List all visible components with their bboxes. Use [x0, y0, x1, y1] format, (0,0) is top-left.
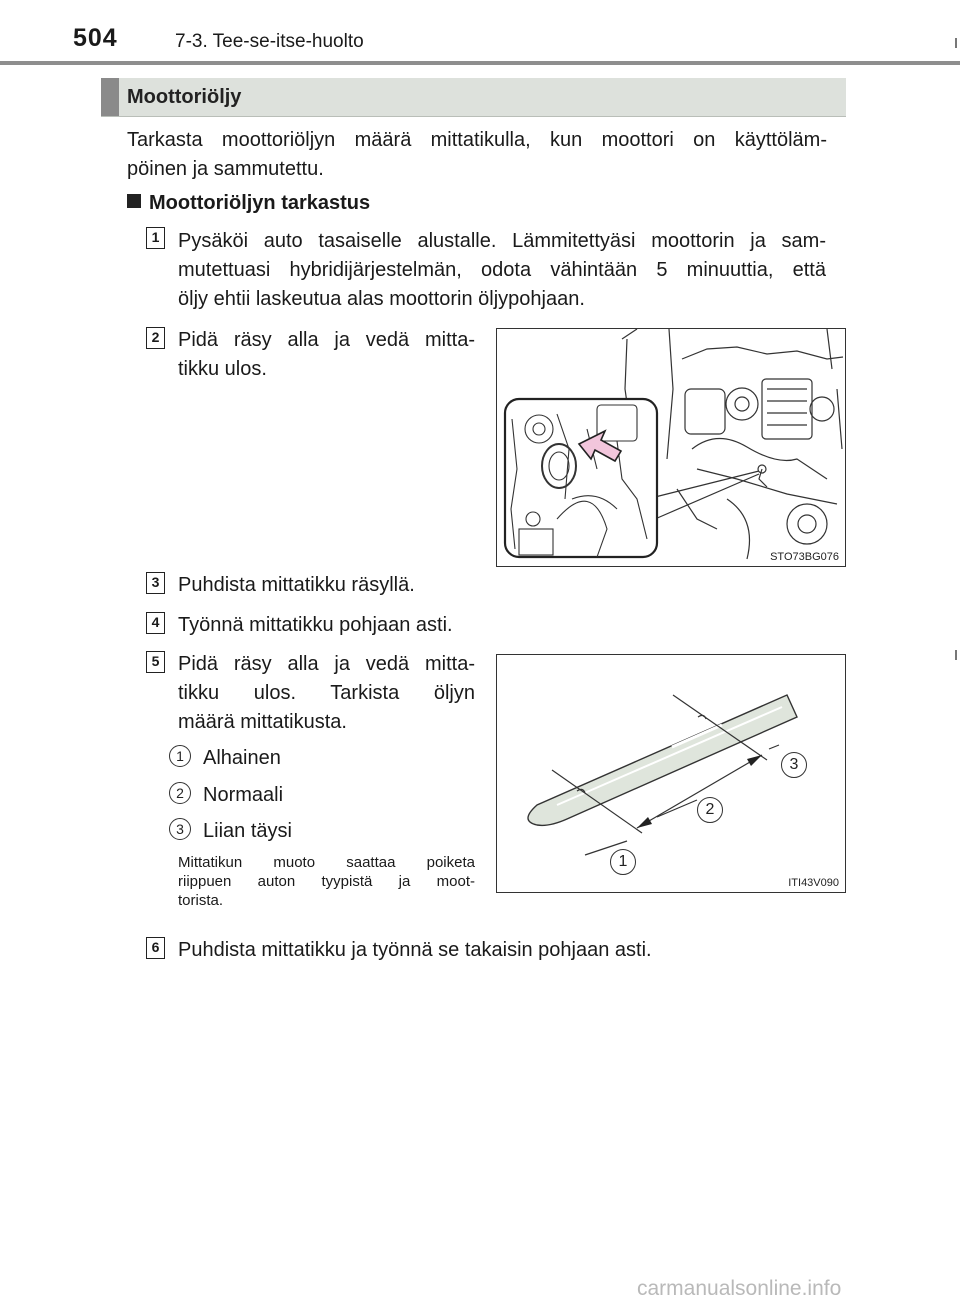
- step-1-line-3: öljy ehtii laskeutua alas moottorin öljypohjaan.: [178, 288, 585, 310]
- edge-tick: [955, 38, 957, 48]
- watermark: carmanualsonline.info: [637, 1277, 842, 1300]
- level-callout-1: 1: [169, 745, 191, 767]
- step-2-line-2: tikku ulos.: [178, 358, 267, 380]
- subsection-title: Moottoriöljyn tarkastus: [149, 192, 371, 214]
- step-3-text: Puhdista mittatikku räsyllä.: [178, 574, 415, 596]
- step-number-box: 5: [146, 651, 165, 673]
- step-5-line-2: tikku ulos. Tarkista öljyn: [178, 682, 475, 704]
- level-label-full: Liian täysi: [203, 820, 292, 842]
- engine-illustration: [497, 329, 844, 565]
- subsection-heading: [127, 192, 370, 215]
- figure-code: STO73BG076: [770, 551, 839, 563]
- section-title: Moottoriöljy: [127, 86, 242, 108]
- step-5-line-3: määrä mittatikusta.: [178, 711, 347, 733]
- level-callout-3: 3: [169, 818, 191, 840]
- intro-line-2: pöinen ja sammutettu.: [127, 158, 324, 180]
- square-bullet-icon: [127, 194, 141, 208]
- header-rule: [0, 61, 960, 65]
- step-number-box: 1: [146, 227, 165, 249]
- note-line-2: riippuen auton tyypistä ja moot-: [178, 873, 475, 890]
- step-1-line-1: Pysäköi auto tasaiselle alustalle. Lämmitettyäsi moottorin ja sam-: [178, 230, 826, 252]
- level-label-normal: Normaali: [203, 784, 284, 806]
- step-number-box: 3: [146, 572, 165, 594]
- dipstick-callout-1: 1: [610, 849, 636, 875]
- step-1-line-2: mutettuasi hybridijärjestelmän, odota vähintään 5 minuuttia, että: [178, 259, 826, 281]
- dipstick-callout-3: 3: [781, 752, 807, 778]
- figure-code: ITI43V090: [788, 877, 839, 889]
- step-number-box: 4: [146, 612, 165, 634]
- dipstick-figure: [496, 654, 846, 893]
- note-line-1: Mittatikun muoto saattaa poiketa: [178, 854, 475, 871]
- step-number-box: 6: [146, 937, 165, 959]
- page-number: 504: [73, 24, 118, 52]
- dipstick-callout-2: 2: [697, 797, 723, 823]
- edge-tick: [955, 650, 957, 660]
- section-heading-bar: [101, 78, 119, 116]
- level-callout-2: 2: [169, 782, 191, 804]
- step-2-line-1: Pidä räsy alla ja vedä mitta-: [178, 329, 475, 351]
- section-heading-box: [101, 78, 846, 117]
- step-5-line-1: Pidä räsy alla ja vedä mitta-: [178, 653, 475, 675]
- chapter-title: 7-3. Tee-se-itse-huolto: [175, 31, 364, 52]
- step-number-box: 2: [146, 327, 165, 349]
- step-4-text: Työnnä mittatikku pohjaan asti.: [178, 614, 453, 636]
- note-line-3: torista.: [178, 892, 224, 909]
- step-6-text: Puhdista mittatikku ja työnnä se takaisin pohjaan asti.: [178, 939, 652, 961]
- intro-line-1: Tarkasta moottoriöljyn määrä mittatikulla, kun moottori on käyttöläm-: [127, 129, 827, 151]
- level-label-low: Alhainen: [203, 747, 281, 769]
- engine-figure: [496, 328, 846, 567]
